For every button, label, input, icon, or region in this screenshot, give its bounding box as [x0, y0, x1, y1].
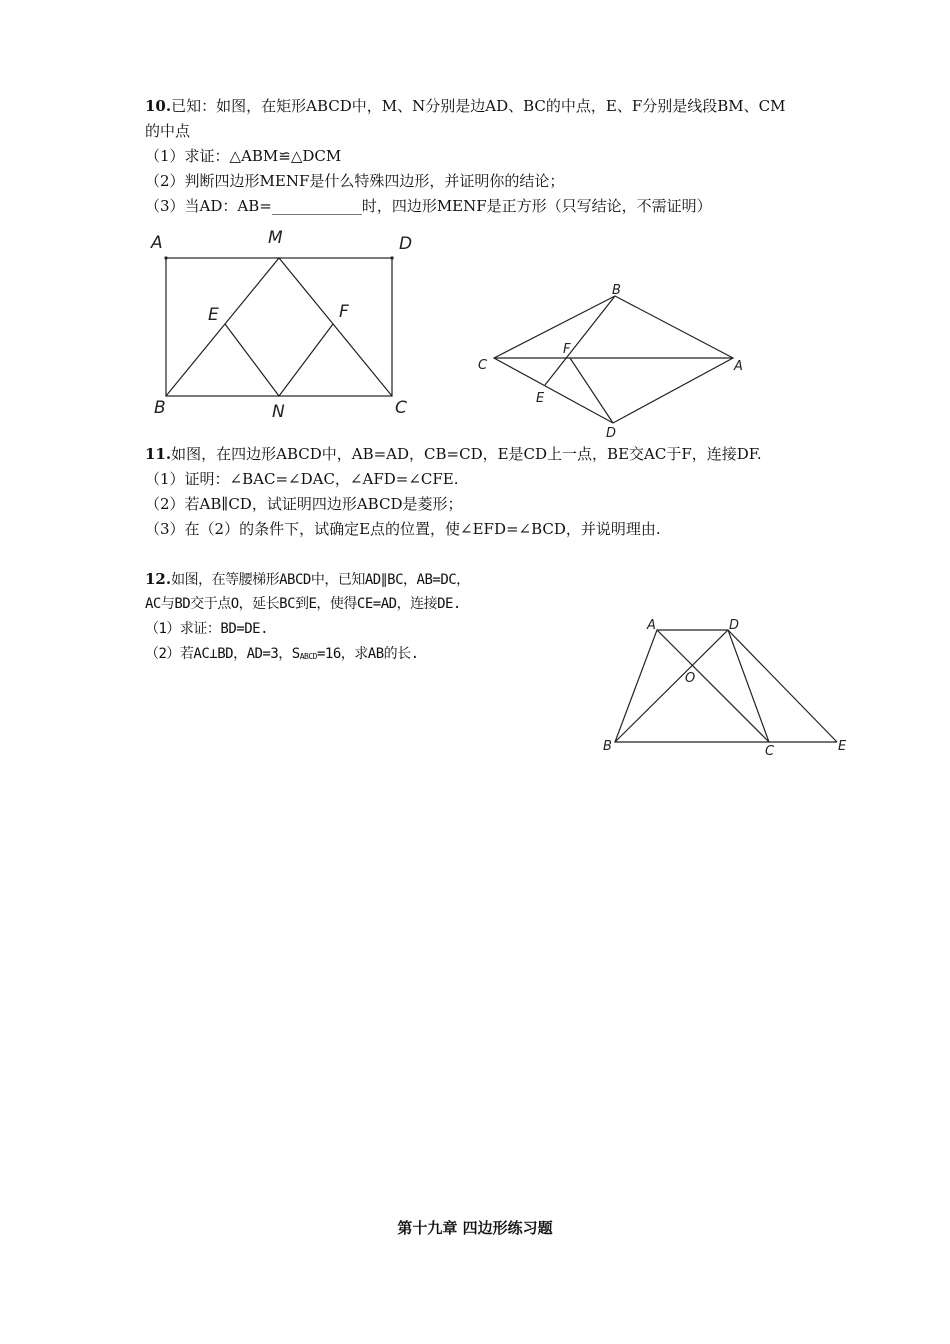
label-D: D: [729, 618, 740, 633]
q12-number: 12.: [145, 570, 172, 588]
q10-line2: 的中点: [145, 122, 191, 140]
q12-text1: 如图，在等腰梯形ABCD中，已知AD∥BC，AB=DC，: [171, 572, 470, 588]
label-N: N: [272, 402, 285, 422]
q10-text1: 已知：如图，在矩形ABCD中，M、N分别是边AD、BC的中点，E、F分别是线段BM、CM: [171, 97, 786, 115]
line-be: [545, 296, 615, 385]
label-F: F: [563, 342, 571, 357]
trapezoid-abcd: [615, 630, 769, 742]
page-footer-title: 第十九章 四边形练习题: [397, 1219, 553, 1237]
label-C: C: [765, 744, 775, 759]
q12-part2-b: =16，求AB的长.: [316, 646, 419, 662]
label-D: D: [606, 426, 617, 440]
line-enf: [225, 324, 333, 396]
q10-part1: （1）求证：△ABM≌△DCM: [145, 147, 342, 165]
q10-rectangle-figure: [140, 222, 430, 427]
label-B: B: [154, 398, 166, 418]
q10-number: 10.: [145, 97, 172, 115]
label-E: E: [208, 305, 219, 325]
q10-line1: [145, 96, 785, 116]
label-A: A: [151, 233, 163, 253]
label-A: A: [647, 618, 656, 633]
quad-bcda: [494, 296, 733, 423]
rhombus-figure: [470, 280, 760, 440]
q11-line1: [145, 444, 762, 464]
label-E: E: [536, 391, 545, 406]
line-bmc: [166, 258, 392, 396]
q11-part1: （1）证明：∠BAC=∠DAC，∠AFD=∠CFE.: [145, 470, 459, 488]
q10-part2: （2）判断四边形MENF是什么特殊四边形，并证明你的结论；: [145, 172, 565, 190]
line-fd: [570, 358, 613, 423]
q11-number: 11.: [145, 445, 172, 463]
q11-part3: （3）在（2）的条件下，试确定E点的位置，使∠EFD=∠BCD，并说明理由.: [145, 520, 661, 538]
diag-bd: [615, 630, 728, 742]
q12-line1: [145, 569, 470, 590]
rect-abcd: [166, 258, 392, 396]
diag-ac: [657, 630, 769, 742]
label-O: O: [685, 671, 696, 686]
q12-part2-a: （2）若AC⊥BD，AD=3，S: [145, 646, 300, 662]
label-F: F: [339, 302, 349, 322]
label-B: B: [612, 283, 621, 298]
q12-trapezoid-figure: [595, 612, 860, 762]
q12-part2: [145, 644, 419, 667]
label-C: C: [478, 358, 488, 373]
line-de: [728, 630, 837, 742]
q12-area-subscript: ABCD: [299, 652, 317, 661]
q11-part2: （2）若AB∥CD，试证明四边形ABCD是菱形；: [145, 495, 463, 513]
q12-line2: AC与BD交于点O，延长BC到E，使得CE=AD，连接DE.: [145, 596, 461, 612]
q10-part3: （3）当AD：AB=____________时，四边形MENF是正方形（只写结论，不需证明）: [145, 197, 712, 215]
label-D: D: [399, 234, 413, 254]
label-C: C: [395, 398, 407, 418]
label-A: A: [734, 359, 743, 374]
label-E: E: [838, 739, 847, 754]
label-M: M: [268, 228, 283, 248]
q11-text1: 如图，在四边形ABCD中，AB=AD，CB=CD，E是CD上一点，BE交AC于F，连接DF.: [171, 445, 762, 463]
label-B: B: [603, 739, 612, 754]
q12-part1: （1）求证：BD=DE.: [145, 621, 269, 637]
